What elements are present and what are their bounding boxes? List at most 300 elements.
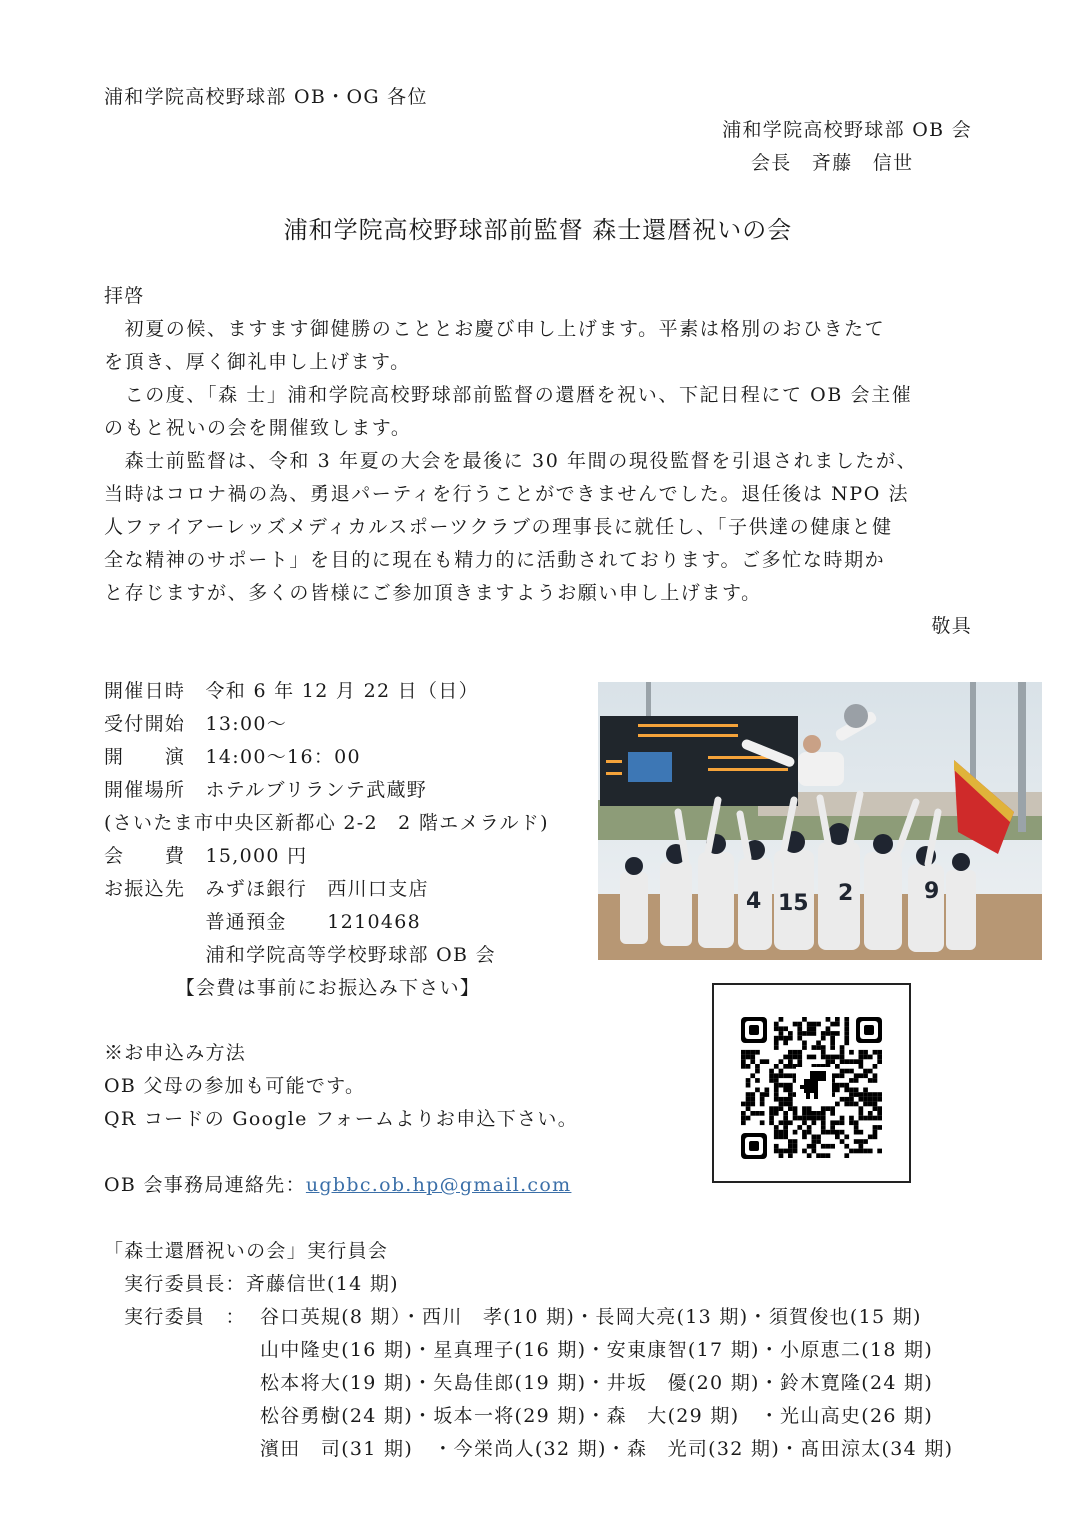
qr-module xyxy=(760,1120,765,1125)
qr-module xyxy=(835,1017,840,1022)
qr-module xyxy=(859,1116,864,1121)
qr-module xyxy=(854,1130,859,1135)
qr-module xyxy=(769,1078,774,1083)
qr-module xyxy=(863,1055,868,1060)
qr-module xyxy=(854,1125,859,1130)
qr-module xyxy=(746,1064,751,1069)
qr-module xyxy=(807,1153,812,1158)
qr-module xyxy=(774,1135,779,1140)
qr-module xyxy=(854,1139,859,1144)
qr-module xyxy=(741,1064,746,1069)
qr-module xyxy=(816,1022,821,1027)
qr-module xyxy=(779,1059,784,1064)
qr-module xyxy=(741,1055,746,1060)
qr-module xyxy=(760,1102,765,1107)
qr-module xyxy=(840,1120,845,1125)
baseball-celebration-photo xyxy=(598,682,1042,960)
qr-module xyxy=(774,1088,779,1093)
qr-module xyxy=(769,1111,774,1116)
qr-module xyxy=(807,1130,812,1135)
qr-module xyxy=(826,1153,831,1158)
qr-module xyxy=(779,1153,784,1158)
qr-module xyxy=(830,1055,835,1060)
qr-module xyxy=(868,1135,873,1140)
qr-module xyxy=(844,1102,849,1107)
qr-module xyxy=(863,1116,868,1121)
qr-module xyxy=(741,1111,746,1116)
qr-module xyxy=(854,1059,859,1064)
qr-module xyxy=(783,1120,788,1125)
qr-module xyxy=(788,1153,793,1158)
qr-module xyxy=(755,1078,760,1083)
qr-module xyxy=(765,1092,770,1097)
qr-module xyxy=(844,1097,849,1102)
qr-module xyxy=(802,1116,807,1121)
qr-module xyxy=(859,1055,864,1060)
qr-module xyxy=(750,1073,755,1078)
qr-module xyxy=(849,1088,854,1093)
qr-module xyxy=(821,1120,826,1125)
qr-module xyxy=(779,1026,784,1031)
qr-module xyxy=(774,1125,779,1130)
qr-module xyxy=(826,1017,831,1022)
qr-module xyxy=(830,1106,835,1111)
qr-module xyxy=(783,1064,788,1069)
qr-module xyxy=(868,1078,873,1083)
qr-module xyxy=(779,1106,784,1111)
qr-module xyxy=(783,1083,788,1088)
qr-module xyxy=(863,1102,868,1107)
qr-module xyxy=(868,1102,873,1107)
qr-module xyxy=(774,1130,779,1135)
qr-module xyxy=(750,1055,755,1060)
qr-module xyxy=(877,1111,882,1116)
qr-module xyxy=(774,1111,779,1116)
qr-module xyxy=(802,1130,807,1135)
qr-module xyxy=(812,1055,817,1060)
qr-module xyxy=(746,1102,751,1107)
qr-module xyxy=(840,1050,845,1055)
qr-module xyxy=(783,1088,788,1093)
qr-module xyxy=(788,1036,793,1041)
qr-module xyxy=(788,1149,793,1154)
qr-module xyxy=(783,1116,788,1121)
qr-module xyxy=(835,1083,840,1088)
qr-module xyxy=(783,1149,788,1154)
qr-module xyxy=(802,1106,807,1111)
qr-module xyxy=(868,1092,873,1097)
qr-module xyxy=(844,1135,849,1140)
qr-module xyxy=(788,1050,793,1055)
qr-module xyxy=(755,1088,760,1093)
qr-module xyxy=(774,1092,779,1097)
qr-module xyxy=(755,1050,760,1055)
qr-module xyxy=(826,1031,831,1036)
qr-module xyxy=(863,1073,868,1078)
qr-module xyxy=(840,1059,845,1064)
member-line: 山中隆史(16 期)・星真理子(16 期)・安東康智(17 期)・小原恵二(18 期) xyxy=(260,1339,934,1361)
qr-module xyxy=(863,1139,868,1144)
detail-date: 開催日時 令和 6 年 12 月 22 日（日） xyxy=(104,680,479,702)
committee-heading: 「森士還暦祝いの会」実行員会 xyxy=(104,1240,389,1262)
qr-module xyxy=(821,1045,826,1050)
qr-module xyxy=(859,1073,864,1078)
qr-module xyxy=(797,1055,802,1060)
qr-module xyxy=(859,1064,864,1069)
qr-module xyxy=(844,1031,849,1036)
qr-module xyxy=(844,1083,849,1088)
qr-module xyxy=(793,1106,798,1111)
qr-module xyxy=(779,1069,784,1074)
qr-module xyxy=(807,1031,812,1036)
qr-module xyxy=(835,1135,840,1140)
qr-module xyxy=(793,1055,798,1060)
qr-module xyxy=(830,1045,835,1050)
qr-module xyxy=(793,1111,798,1116)
qr-module xyxy=(816,1135,821,1140)
qr-module xyxy=(779,1031,784,1036)
qr-module xyxy=(746,1097,751,1102)
qr-module xyxy=(774,1045,779,1050)
detail-account-name: 浦和学院高等学校野球部 OB 会 xyxy=(104,944,496,966)
qr-module xyxy=(859,1050,864,1055)
qr-module xyxy=(779,1120,784,1125)
qr-module xyxy=(765,1088,770,1093)
qr-module xyxy=(783,1073,788,1078)
qr-code-frame[interactable] xyxy=(712,983,911,1183)
qr-module xyxy=(844,1059,849,1064)
greeting-close: 敬具 xyxy=(931,615,972,637)
body-line: 人ファイアーレッズメディカルスポーツクラブの理事長に就任し、「子供達の健康と健 xyxy=(104,516,893,538)
qr-module xyxy=(812,1031,817,1036)
qr-module xyxy=(821,1116,826,1121)
qr-module xyxy=(877,1059,882,1064)
qr-module xyxy=(840,1097,845,1102)
qr-module xyxy=(793,1050,798,1055)
body-line: と存じますが、多くの皆様にご参加頂きますようお願い申し上げます。 xyxy=(104,582,762,604)
qr-module xyxy=(812,1144,817,1149)
qr-module xyxy=(868,1069,873,1074)
qr-module xyxy=(844,1022,849,1027)
qr-module xyxy=(741,1116,746,1121)
qr-module xyxy=(877,1149,882,1154)
qr-module xyxy=(774,1106,779,1111)
qr-module xyxy=(863,1088,868,1093)
qr-module xyxy=(821,1036,826,1041)
qr-module xyxy=(873,1135,878,1140)
qr-module xyxy=(769,1069,774,1074)
detail-reception: 受付開始 13:00〜 xyxy=(104,713,288,735)
member-line: 濱田 司(31 期) ・今栄尚人(32 期)・森 光司(32 期)・髙田涼太(34 期) xyxy=(260,1438,954,1460)
qr-module xyxy=(797,1031,802,1036)
qr-module xyxy=(844,1088,849,1093)
qr-module xyxy=(849,1120,854,1125)
qr-module xyxy=(812,1111,817,1116)
qr-module xyxy=(859,1092,864,1097)
qr-module xyxy=(750,1050,755,1055)
qr-module xyxy=(812,1045,817,1050)
qr-module xyxy=(821,1050,826,1055)
qr-module xyxy=(854,1078,859,1083)
qr-module xyxy=(793,1139,798,1144)
qr-module xyxy=(755,1064,760,1069)
qr-module xyxy=(859,1139,864,1144)
qr-module xyxy=(849,1102,854,1107)
qr-module xyxy=(746,1106,751,1111)
qr-module xyxy=(797,1059,802,1064)
qr-module xyxy=(826,1130,831,1135)
qr-module xyxy=(802,1149,807,1154)
qr-module xyxy=(877,1092,882,1097)
qr-module xyxy=(863,1097,868,1102)
qr-module xyxy=(821,1055,826,1060)
qr-module xyxy=(849,1059,854,1064)
qr-module xyxy=(863,1069,868,1074)
qr-module xyxy=(830,1041,835,1046)
qr-module xyxy=(844,1036,849,1041)
qr-module xyxy=(788,1120,793,1125)
body-line: 当時はコロナ禍の為、勇退パーティを行うことができませんでした。退任後は NPO 法 xyxy=(104,483,910,505)
qr-module xyxy=(854,1120,859,1125)
sender-name: 会長 斉藤 信世 xyxy=(751,152,914,174)
qr-module xyxy=(779,1149,784,1154)
qr-module xyxy=(788,1144,793,1149)
qr-module xyxy=(797,1050,802,1055)
qr-module xyxy=(774,1026,779,1031)
qr-module xyxy=(812,1116,817,1121)
qr-module xyxy=(821,1111,826,1116)
svg-text:2: 2 xyxy=(838,881,854,906)
qr-module xyxy=(788,1097,793,1102)
qr-module xyxy=(840,1139,845,1144)
qr-module xyxy=(779,1102,784,1107)
qr-module xyxy=(783,1130,788,1135)
qr-module xyxy=(826,1059,831,1064)
qr-module xyxy=(830,1125,835,1130)
detail-account: 普通預金 1210468 xyxy=(104,911,422,933)
qr-module xyxy=(807,1106,812,1111)
qr-module xyxy=(774,1022,779,1027)
qr-module xyxy=(854,1088,859,1093)
qr-module xyxy=(849,1050,854,1055)
body-line: 初夏の候、ますます御健勝のこととお慶び申し上げます。平素は格別のおひきたて xyxy=(104,318,886,340)
svg-text:4: 4 xyxy=(746,889,762,914)
qr-module xyxy=(840,1116,845,1121)
qr-module xyxy=(812,1149,817,1154)
qr-module xyxy=(779,1083,784,1088)
detail-fee: 会 費 15,000 円 xyxy=(104,845,308,867)
qr-module xyxy=(774,1041,779,1046)
qr-module xyxy=(741,1120,746,1125)
qr-module xyxy=(873,1106,878,1111)
qr-module xyxy=(741,1059,746,1064)
qr-module xyxy=(849,1097,854,1102)
body-line: のもと祝いの会を開催致します。 xyxy=(104,417,412,439)
qr-module xyxy=(788,1088,793,1093)
qr-module xyxy=(741,1050,746,1055)
qr-module xyxy=(830,1022,835,1027)
qr-module xyxy=(816,1045,821,1050)
qr-module xyxy=(844,1026,849,1031)
qr-module xyxy=(783,1135,788,1140)
body-line: 森士前監督は、令和 3 年夏の大会を最後に 30 年間の現役監督を引退されましたが、 xyxy=(104,450,918,472)
qr-module xyxy=(802,1045,807,1050)
qr-module xyxy=(873,1130,878,1135)
qr-module xyxy=(783,1111,788,1116)
qr-module xyxy=(826,1144,831,1149)
greeting-open: 拝啓 xyxy=(104,285,145,307)
qr-module xyxy=(779,1097,784,1102)
qr-module xyxy=(760,1059,765,1064)
qr-module xyxy=(854,1092,859,1097)
qr-module xyxy=(873,1097,878,1102)
qr-module xyxy=(760,1092,765,1097)
qr-module xyxy=(746,1050,751,1055)
qr-module xyxy=(793,1022,798,1027)
qr-module xyxy=(812,1120,817,1125)
qr-module xyxy=(877,1116,882,1121)
qr-module xyxy=(765,1059,770,1064)
qr-module xyxy=(835,1055,840,1060)
qr-module xyxy=(802,1120,807,1125)
qr-module xyxy=(774,1097,779,1102)
qr-module xyxy=(835,1064,840,1069)
qr-module xyxy=(840,1069,845,1074)
qr-module xyxy=(859,1111,864,1116)
qr-module xyxy=(793,1116,798,1121)
committee-members-label: 実行委員 ： xyxy=(124,1306,246,1328)
qr-module xyxy=(802,1017,807,1022)
qr-module xyxy=(746,1078,751,1083)
member-line: 松本将大(19 期)・矢島佳郎(19 期)・井坂 優(20 期)・鈴木寛隆(24 期) xyxy=(260,1372,934,1394)
qr-module xyxy=(877,1125,882,1130)
qr-module xyxy=(779,1073,784,1078)
qr-module xyxy=(774,1083,779,1088)
qr-module xyxy=(802,1041,807,1046)
qr-module xyxy=(849,1078,854,1083)
qr-module xyxy=(816,1139,821,1144)
committee-chair: 実行委員長：斉藤信世(14 期) xyxy=(124,1273,399,1295)
qr-module xyxy=(807,1125,812,1130)
qr-module xyxy=(873,1064,878,1069)
qr-module xyxy=(774,1078,779,1083)
application-heading: ※お申込み方法 xyxy=(104,1042,247,1064)
qr-module xyxy=(873,1102,878,1107)
qr-module xyxy=(859,1144,864,1149)
qr-module xyxy=(840,1073,845,1078)
qr-module xyxy=(830,1111,835,1116)
qr-module xyxy=(844,1069,849,1074)
qr-module xyxy=(812,1022,817,1027)
qr-module xyxy=(821,1031,826,1036)
qr-module xyxy=(868,1055,873,1060)
svg-text:15: 15 xyxy=(778,891,809,916)
qr-module xyxy=(807,1026,812,1031)
qr-module xyxy=(769,1106,774,1111)
qr-module xyxy=(849,1092,854,1097)
qr-module xyxy=(788,1064,793,1069)
qr-module xyxy=(826,1106,831,1111)
qr-module xyxy=(797,1116,802,1121)
qr-module xyxy=(769,1073,774,1078)
qr-module xyxy=(750,1059,755,1064)
qr-module xyxy=(797,1026,802,1031)
qr-module xyxy=(868,1097,873,1102)
qr-module xyxy=(746,1116,751,1121)
qr-module xyxy=(779,1130,784,1135)
qr-module xyxy=(760,1111,765,1116)
qr-module xyxy=(788,1139,793,1144)
qr-module xyxy=(868,1149,873,1154)
qr-module xyxy=(830,1144,835,1149)
qr-module xyxy=(788,1092,793,1097)
qr-module xyxy=(783,1041,788,1046)
qr-module xyxy=(812,1135,817,1140)
qr-module xyxy=(844,1017,849,1022)
qr-module xyxy=(863,1050,868,1055)
qr-module xyxy=(844,1153,849,1158)
qr-module xyxy=(835,1120,840,1125)
contact-email-link[interactable]: ugbbc.ob.hp@gmail.com xyxy=(305,1174,572,1196)
qr-module xyxy=(863,1149,868,1154)
qr-module xyxy=(755,1069,760,1074)
qr-module xyxy=(816,1111,821,1116)
qr-module xyxy=(783,1102,788,1107)
svg-text:9: 9 xyxy=(924,879,940,904)
qr-module xyxy=(812,1026,817,1031)
qr-module xyxy=(840,1055,845,1060)
qr-module xyxy=(873,1125,878,1130)
qr-module xyxy=(840,1045,845,1050)
qr-module xyxy=(741,1102,746,1107)
qr-module xyxy=(877,1106,882,1111)
qr-module xyxy=(779,1017,784,1022)
qr-module xyxy=(783,1055,788,1060)
qr-module xyxy=(821,1144,826,1149)
qr-module xyxy=(835,1031,840,1036)
qr-module xyxy=(859,1097,864,1102)
qr-code-icon xyxy=(714,985,909,1181)
qr-module xyxy=(859,1106,864,1111)
qr-module xyxy=(859,1149,864,1154)
qr-module xyxy=(783,1026,788,1031)
addressee: 浦和学院高校野球部 OB・OG 各位 xyxy=(104,86,428,108)
member-line: 谷口英規(8 期）・西川 孝(10 期)・長岡大亮(13 期)・須賀俊也(15 期) xyxy=(260,1306,922,1328)
qr-module xyxy=(826,1055,831,1060)
qr-module xyxy=(788,1031,793,1036)
qr-module xyxy=(750,1111,755,1116)
qr-module xyxy=(774,1149,779,1154)
qr-module xyxy=(746,1083,751,1088)
qr-module xyxy=(788,1055,793,1060)
qr-module xyxy=(802,1111,807,1116)
qr-module xyxy=(830,1130,835,1135)
qr-module xyxy=(802,1135,807,1140)
qr-module xyxy=(797,1036,802,1041)
qr-module xyxy=(750,1102,755,1107)
qr-module xyxy=(802,1031,807,1036)
qr-module xyxy=(774,1064,779,1069)
qr-module xyxy=(807,1116,812,1121)
qr-module xyxy=(859,1130,864,1135)
sender-org: 浦和学院高校野球部 OB 会 xyxy=(722,119,972,141)
member-line: 松谷勇樹(24 期)・坂本一将(29 期)・森 大(29 期) ・光山高史(26 期) xyxy=(260,1405,934,1427)
qr-module xyxy=(830,1036,835,1041)
qr-module xyxy=(854,1102,859,1107)
contact xyxy=(104,1170,571,1197)
qr-module xyxy=(821,1130,826,1135)
qr-module xyxy=(835,1088,840,1093)
